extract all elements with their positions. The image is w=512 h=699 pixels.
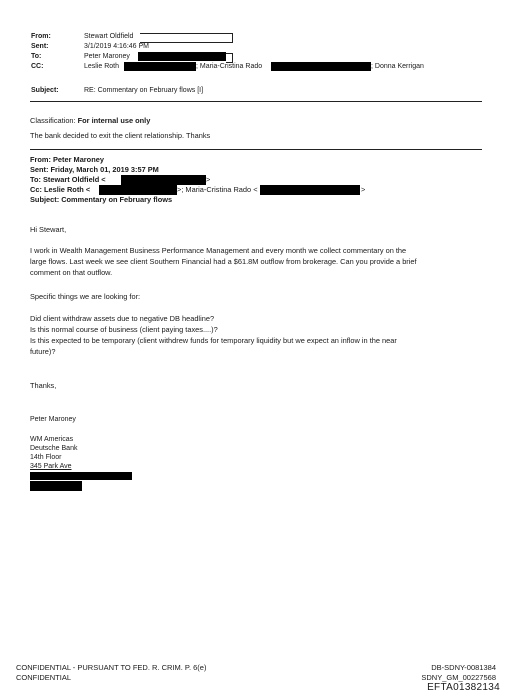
- redaction-bar: [30, 481, 82, 491]
- original-sent: Sent: Friday, March 01, 2019 3:57 PM: [30, 165, 159, 174]
- reply-divider: [30, 149, 482, 150]
- paragraph-line: Specific things we are looking for:: [30, 292, 141, 301]
- question-line: Is this normal course of business (client paying taxes....)?: [30, 325, 218, 334]
- sent-label: Sent:: [31, 43, 49, 50]
- bates-number: DB-SDNY-0081384: [431, 663, 496, 672]
- redaction-bar: [30, 472, 132, 480]
- original-cc: Cc: Leslie Roth <: [30, 185, 91, 194]
- redaction-bar: [124, 62, 196, 71]
- original-cc-mid: >; Maria-Cristina Rado <: [177, 185, 258, 194]
- efta-number: EFTA01382134: [427, 682, 500, 693]
- redaction-bar: [99, 185, 177, 195]
- paragraph-line: large flows. Last week we see client Southern Financial had a $61.8M outflow from brokerage. Can you provide a brief: [30, 257, 417, 266]
- cc-value-3: ; Donna Kerrigan: [371, 63, 424, 70]
- to-label: To:: [31, 53, 42, 60]
- cc-label: CC:: [31, 63, 44, 70]
- paragraph-line: comment on that outflow.: [30, 268, 113, 277]
- cc-value-2: ; Maria-Cristina Rado: [196, 63, 263, 70]
- signature-line: 345 Park Ave: [30, 463, 72, 470]
- from-value: Stewart Oldfield: [84, 33, 134, 40]
- redaction-bar: [138, 52, 226, 61]
- redaction-bar: [271, 62, 371, 71]
- header-divider: [30, 101, 482, 102]
- redaction-box: [140, 33, 233, 43]
- original-from: From: Peter Maroney: [30, 155, 104, 164]
- redaction-bar: [260, 185, 360, 195]
- question-line: Is this expected to be temporary (client withdrew funds for temporary liquidity but we expect an inflow in the near: [30, 336, 397, 345]
- greeting: Hi Stewart,: [30, 225, 67, 234]
- signature-line: WM Americas: [30, 436, 74, 443]
- confidential-notice: CONFIDENTIAL - PURSUANT TO FED. R. CRIM. P. 6(e): [16, 663, 207, 672]
- paragraph-line: I work in Wealth Management Business Performance Management and every month we collect commentary on the: [30, 246, 407, 255]
- classification-value: For internal use only: [77, 116, 151, 125]
- signature-line: 14th Floor: [30, 454, 62, 461]
- question-line: future)?: [30, 347, 56, 356]
- subject-value: RE: Commentary on February flows [I]: [84, 87, 204, 94]
- classification-line: [30, 116, 150, 126]
- sent-value: 3/1/2019 4:16:46 PM: [84, 43, 149, 50]
- redaction-bar: [121, 175, 206, 185]
- confidential-notice: CONFIDENTIAL: [16, 673, 72, 682]
- from-label: From:: [31, 33, 51, 40]
- bates-number: SDNY_GM_00227568: [421, 673, 496, 682]
- original-to: To: Stewart Oldfield <: [30, 175, 106, 184]
- classification-label: Classification:: [30, 116, 76, 125]
- signature-line: Deutsche Bank: [30, 445, 78, 452]
- to-value: Peter Maroney: [84, 53, 130, 60]
- original-subject: Subject: Commentary on February flows: [30, 195, 173, 204]
- signature-name: Peter Maroney: [30, 416, 76, 423]
- original-cc-close: >: [361, 185, 366, 194]
- cc-value-1: Leslie Roth: [84, 63, 120, 70]
- original-to-close: >: [206, 175, 211, 184]
- reply-text: The bank decided to exit the client relationship. Thanks: [30, 131, 211, 140]
- closing: Thanks,: [30, 381, 57, 390]
- subject-label: Subject:: [31, 87, 59, 94]
- question-line: Did client withdraw assets due to negative DB headline?: [30, 314, 215, 323]
- redaction-box: [226, 53, 233, 63]
